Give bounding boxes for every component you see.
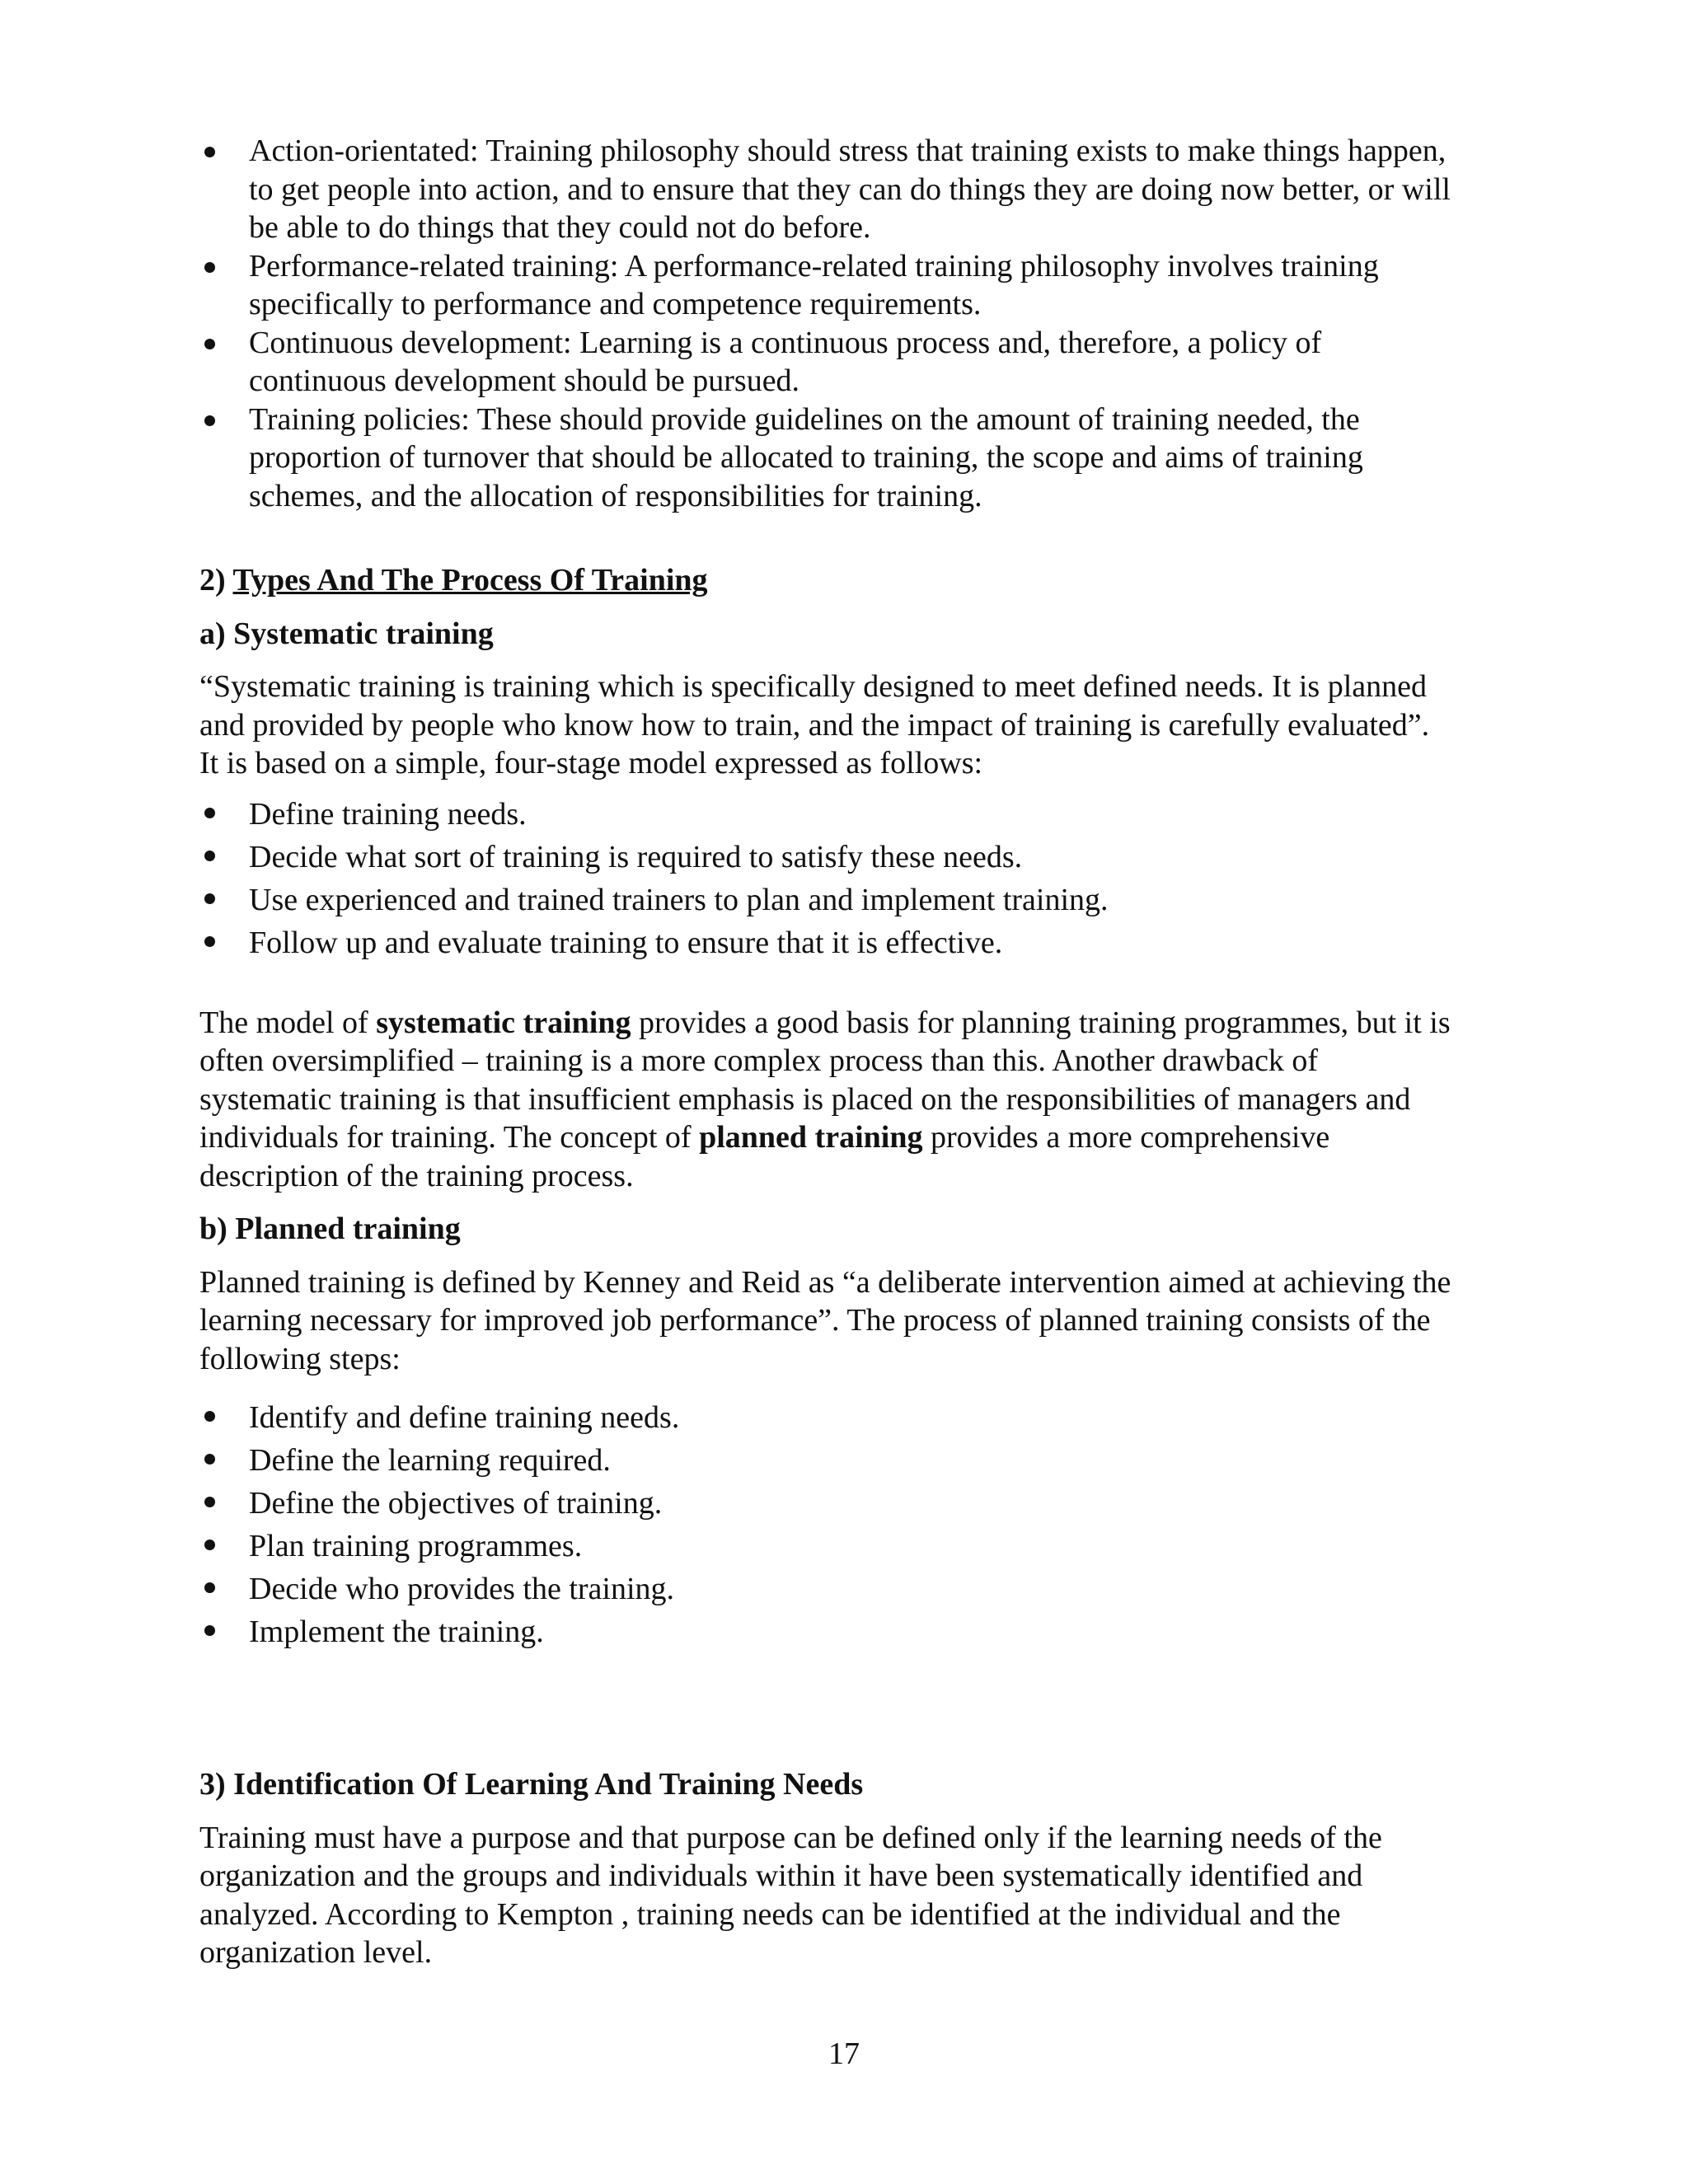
- section-2-heading: [199, 561, 1452, 600]
- subsection-b-heading: b) Planned training: [199, 1212, 461, 1246]
- subsection-a-heading: a) Systematic training: [199, 616, 494, 651]
- list-item-text: Use experienced and trained trainers to plan and implement training.: [249, 882, 1109, 917]
- bullet-icon: [204, 1540, 215, 1550]
- list-item-text: Performance-related training: A performance-related training philosophy involves training specifically to performance and competence requirements.: [249, 248, 1379, 321]
- bullet-icon: [204, 851, 215, 861]
- list-item: [199, 793, 1452, 836]
- list-item-text: Implement the training.: [249, 1615, 544, 1649]
- bullet-icon: [204, 1497, 215, 1507]
- list-item-text: Define training needs.: [249, 796, 527, 832]
- systematic-bullet-list: [199, 793, 1452, 964]
- list-item-text: Continuous development: Learning is a continuous process and, therefore, a policy of continuous development should be pursued.: [249, 325, 1322, 398]
- bullet-icon: [204, 1625, 215, 1636]
- list-item: [199, 836, 1452, 879]
- bullet-icon: [204, 1454, 215, 1465]
- list-item: [199, 401, 1452, 516]
- list-item: [199, 1525, 1452, 1568]
- bullet-icon: [204, 262, 215, 273]
- bullet-icon: [204, 808, 215, 818]
- list-item: [199, 247, 1452, 324]
- model-text-1: The model of: [199, 1005, 377, 1040]
- list-item-text: Identify and define training needs.: [249, 1400, 680, 1435]
- section-2-number: 2): [199, 563, 233, 598]
- bullet-icon: [204, 1411, 215, 1422]
- list-item: [199, 1439, 1452, 1482]
- list-item: [199, 921, 1452, 964]
- bullet-icon: [204, 1582, 215, 1593]
- bullet-icon: [204, 339, 215, 349]
- list-item: [199, 1568, 1452, 1610]
- list-item-text: Action-orientated: Training philosophy should stress that training exists to make things happen, to get people into action, and to ensure that they can do things they are doing now better, or will be able to do things that they could not do before.: [249, 134, 1451, 245]
- planned-bullet-list: [199, 1396, 1452, 1653]
- list-item: [199, 1482, 1452, 1525]
- list-item-text: Training policies: These should provide guidelines on the amount of training needed, the proportion of turnover that should be allocated to training, the scope and aims of training schemes, and the allocation of responsibilities for training.: [249, 401, 1363, 513]
- list-item-text: Decide what sort of training is required to satisfy these needs.: [249, 839, 1023, 874]
- list-item: [199, 1396, 1452, 1439]
- intro-bullet-list: [199, 132, 1452, 515]
- systematic-training-paragraph: “Systematic training is training which is specifically designed to meet defined needs. It is planned and provided by people who know how to train, and the impact of training is carefully evaluated”. It is based on a simple, four-stage model expressed as follows:: [199, 669, 1430, 780]
- model-bold-1: systematic training: [376, 1005, 631, 1040]
- model-bold-2: planned training: [699, 1120, 923, 1155]
- page-number: 17: [828, 2036, 860, 2071]
- list-item: [199, 1610, 1452, 1653]
- bullet-icon: [204, 147, 215, 157]
- list-item: [199, 879, 1452, 921]
- section-2-title: Types And The Process Of Training: [232, 563, 708, 598]
- list-item: [199, 132, 1452, 247]
- list-item-text: Define the objectives of training.: [249, 1486, 663, 1521]
- planned-training-paragraph: Planned training is defined by Kenney and Reid as “a deliberate intervention aimed at achieving the learning necessary for improved job performance”. The process of planned training consists of the following steps:: [199, 1264, 1451, 1376]
- bullet-icon: [204, 893, 215, 904]
- list-item-text: Plan training programmes.: [249, 1529, 583, 1563]
- bullet-icon: [204, 415, 215, 426]
- section-3-paragraph: Training must have a purpose and that purpose can be defined only if the learning needs of the organization and the groups and individuals within it have been systematically identified and analyzed. According to Kempton , training needs can be identified at the individual and the organization level.: [199, 1820, 1382, 1970]
- section-3-heading: 3) Identification Of Learning And Training Needs: [199, 1767, 864, 1802]
- list-item-text: Define the learning required.: [249, 1443, 611, 1478]
- list-item: [199, 324, 1452, 401]
- model-text-2: provides a good basis for planning training programmes, but it is often oversimplified – training is a more complex process than this. Another drawback of systematic training is that insufficient emphasis is placed on the responsibilities of managers and individuals for training. The concept of: [199, 1005, 1451, 1155]
- page-content: [199, 132, 1452, 1972]
- model-paragraph: [199, 1004, 1452, 1196]
- list-item-text: Follow up and evaluate training to ensure that it is effective.: [249, 925, 1003, 960]
- bullet-icon: [204, 936, 215, 947]
- list-item-text: Decide who provides the training.: [249, 1572, 675, 1606]
- model-text-3: provides a more comprehensive description of the training process.: [199, 1120, 1330, 1193]
